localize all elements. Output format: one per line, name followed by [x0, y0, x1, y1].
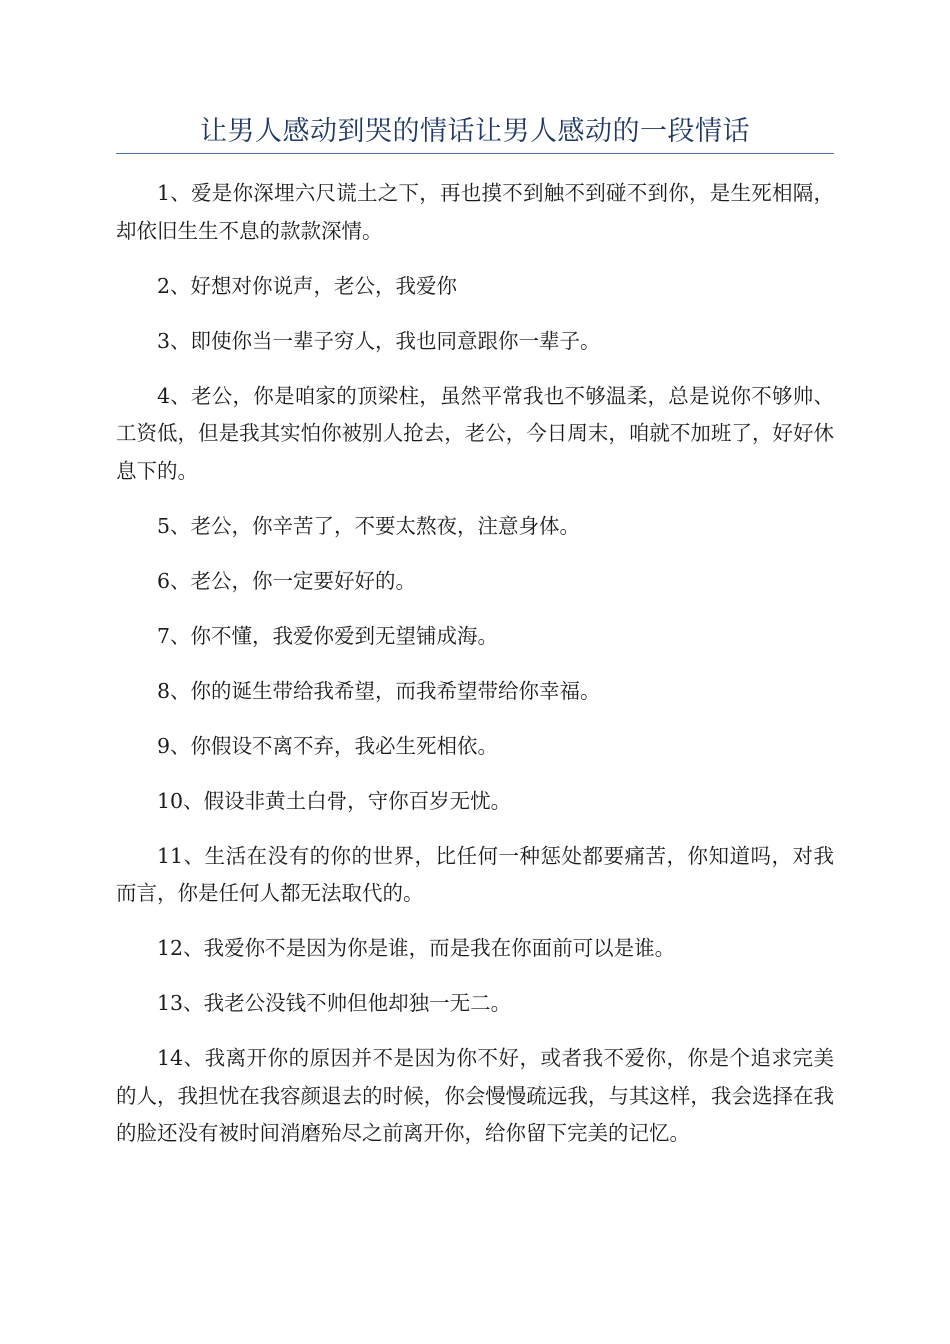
document-title: 让男人感动到哭的情话让男人感动的一段情话	[200, 116, 750, 147]
paragraph-14: 14、我离开你的原因并不是因为你不好，或者我不爱你，你是个追求完美的人，我担忧在我容颜退去的时候，你会慢慢疏远我，与其这样，我会选择在我的脸还没有被时间消磨殆尽之前离开你，给你留下完美的记忆。	[116, 1046, 834, 1145]
title-underline	[116, 153, 834, 154]
paragraph-9: 9、你假设不离不弃，我必生死相依。	[157, 733, 499, 758]
paragraph-7: 7、你不懂，我爱你爱到无望铺成海。	[157, 623, 499, 648]
paragraph-8: 8、你的诞生带给我希望，而我希望带给你幸福。	[157, 678, 601, 703]
paragraph-13: 13、我老公没钱不帅但他却独一无二。	[157, 991, 512, 1015]
paragraph-5: 5、老公，你辛苦了，不要太熬夜，注意身体。	[157, 513, 581, 538]
paragraph-12: 12、我爱你不是因为你是谁，而是我在你面前可以是谁。	[157, 936, 676, 960]
document-body	[116, 175, 834, 1170]
paragraph-10: 10、假设非黄土白骨，守你百岁无忧。	[157, 788, 512, 813]
paragraph-3: 3、即使你当一辈子穷人，我也同意跟你一辈子。	[157, 328, 601, 353]
paragraph-11: 11、生活在没有的你的世界，比任何一种惩处都要痛苦，你知道吗，对我而言，你是任何人都无法取代的。	[116, 843, 834, 905]
paragraph-6: 6、老公，你一定要好好的。	[157, 568, 417, 593]
paragraph-2: 2、好想对你说声，老公，我爱你	[157, 273, 458, 298]
paragraph-1: 1、爱是你深埋六尺谎土之下，再也摸不到触不到碰不到你，是生死相隔，却依旧生生不息的款款深情。	[116, 181, 834, 243]
paragraph-4: 4、老公，你是咱家的顶梁柱，虽然平常我也不够温柔，总是说你不够帅、工资低，但是我其实怕你被别人抢去，老公，今日周末，咱就不加班了，好好休息下的。	[116, 383, 834, 483]
